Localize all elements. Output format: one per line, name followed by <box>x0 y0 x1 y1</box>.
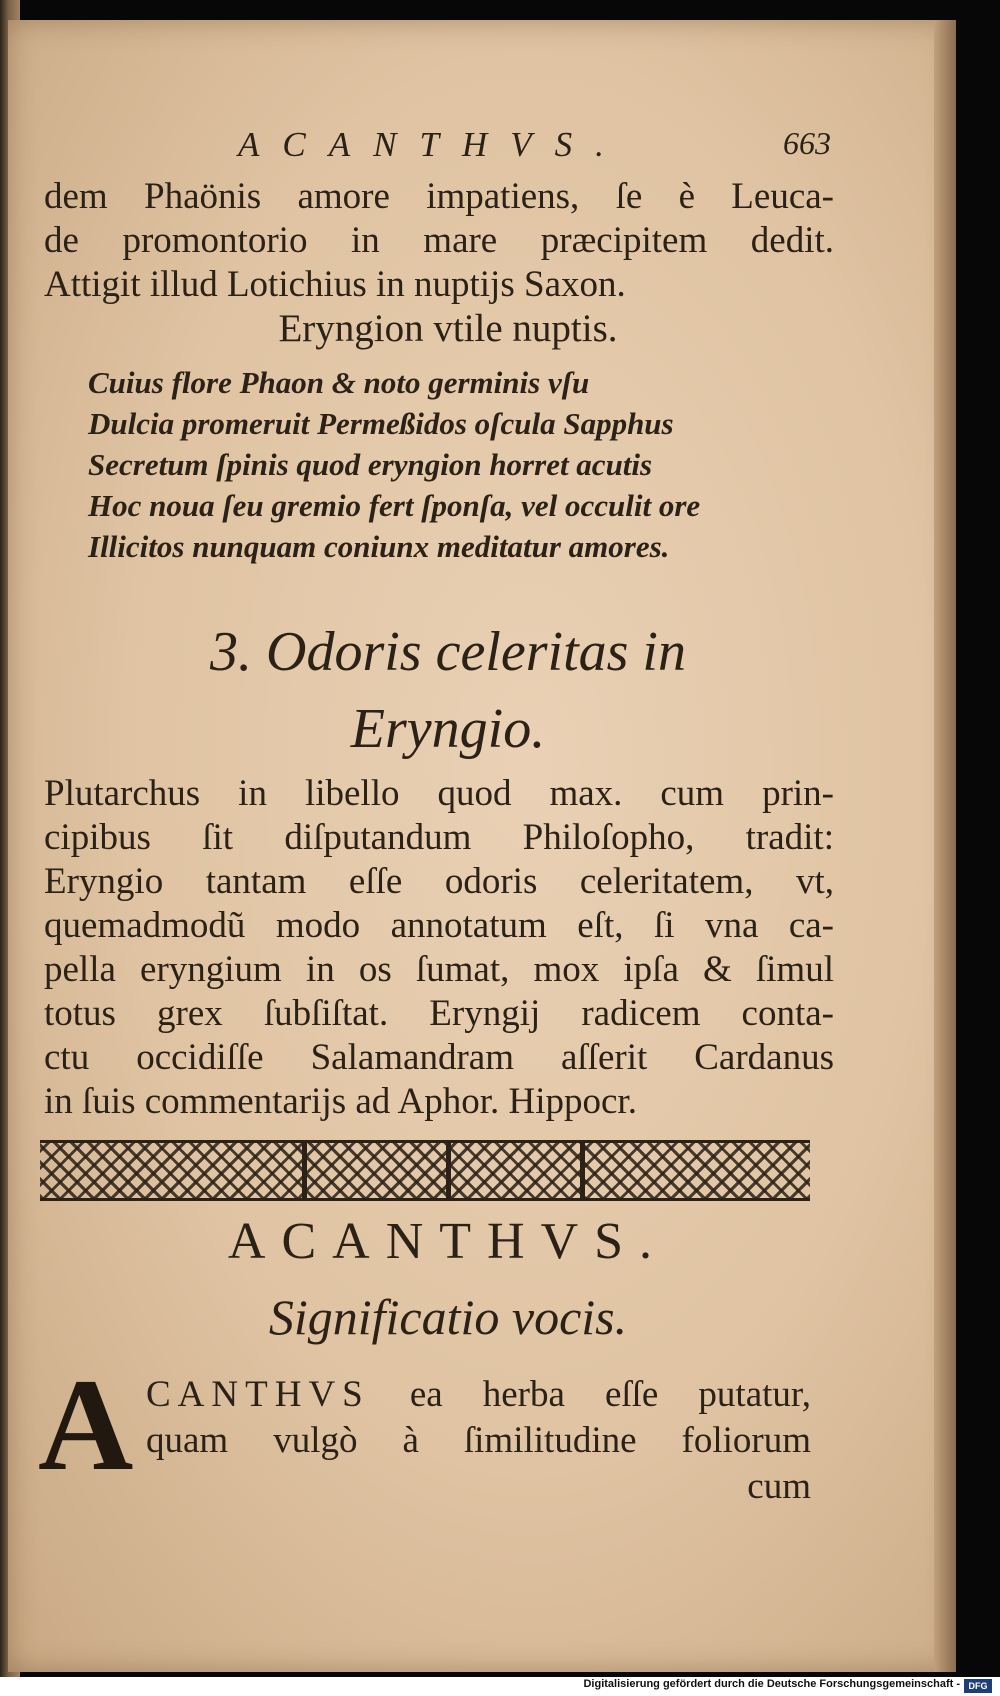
ornamental-band <box>40 1140 810 1201</box>
text-line <box>146 1372 811 1418</box>
verse-line: Illicitos nunquam coniunx meditatur amores. <box>88 529 670 564</box>
text-line: dem Phaönis amore impatiens, ſe è Leuca- <box>44 176 834 217</box>
text-line: totus grex ſubſiſtat. Eryngij radicem conta- <box>44 993 834 1034</box>
text-line: cipibus ſit diſputandum Philoſopho, tradit: <box>44 817 834 858</box>
text-line: Attigit illud Lotichius in nuptijs Saxon. <box>44 264 626 305</box>
verse-line: Hoc noua ſeu gremio fert ſponſa, vel occulit ore <box>88 488 701 523</box>
page-number: 663 <box>783 125 831 161</box>
catchword: cum <box>747 1466 811 1507</box>
chapter-subtitle: Significatio vocis. <box>268 1289 628 1345</box>
drop-cap: A <box>38 1351 134 1498</box>
verse-line: Secretum ſpinis quod eryngion horret acutis <box>88 447 653 482</box>
text-line: ctu occidiſſe Salamandram aſſerit Cardanus <box>44 1037 834 1078</box>
ornament-divider <box>302 1143 307 1198</box>
book-page <box>8 20 956 1672</box>
text-fragment: ea herba eſſe putatur, <box>409 1374 811 1415</box>
footer-credit: Digitalisierung gefördert durch die Deutsche Forschungsgemeinschaft - <box>583 1678 960 1690</box>
opening-paragraph <box>44 175 834 307</box>
text-line: quam vulgò à ſimilitudine foliorum <box>146 1420 811 1461</box>
text-line: in ſuis commentarijs ad Aphor. Hippocr. <box>44 1081 637 1122</box>
verse-line: Cuius flore Phaon & noto germinis vſu <box>88 365 590 400</box>
section-heading-line-2: Eryngio. <box>350 698 546 760</box>
text-line: pella eryngium in os ſumat, mox ipſa & ſimul <box>44 949 834 990</box>
verse-title: Eryngion vtile nuptis. <box>278 307 618 350</box>
text-line: Eryngio tantam eſſe odoris celeritatem, vt, <box>44 861 834 902</box>
page-edge-shadow <box>934 20 956 1672</box>
text-line: de promontorio in mare præcipitem dedit. <box>44 220 834 261</box>
page-header <box>8 125 956 170</box>
digitization-footer <box>0 1677 1000 1696</box>
text-line: quemadmodũ modo annotatum eſt, ſi vna ca- <box>44 905 834 946</box>
verse-block <box>88 362 828 567</box>
chapter-opening-paragraph <box>146 1372 811 1510</box>
dfg-logo: DFG <box>964 1679 992 1693</box>
verse-line: Dulcia promeruit Permeßidos oſcula Sapphus <box>88 406 674 441</box>
small-caps-word: CANTHVS <box>146 1374 370 1415</box>
body-paragraph <box>44 772 834 1124</box>
chapter-title: ACANTHVS. <box>227 1213 669 1270</box>
ornament-divider <box>446 1143 451 1198</box>
text-line: Plutarchus in libello quod max. cum prin- <box>44 773 834 814</box>
ornament-divider <box>580 1143 585 1198</box>
running-head: ACANTHVS. <box>238 125 627 164</box>
section-heading-line-1: 3. Odoris celeritas in <box>210 621 686 683</box>
